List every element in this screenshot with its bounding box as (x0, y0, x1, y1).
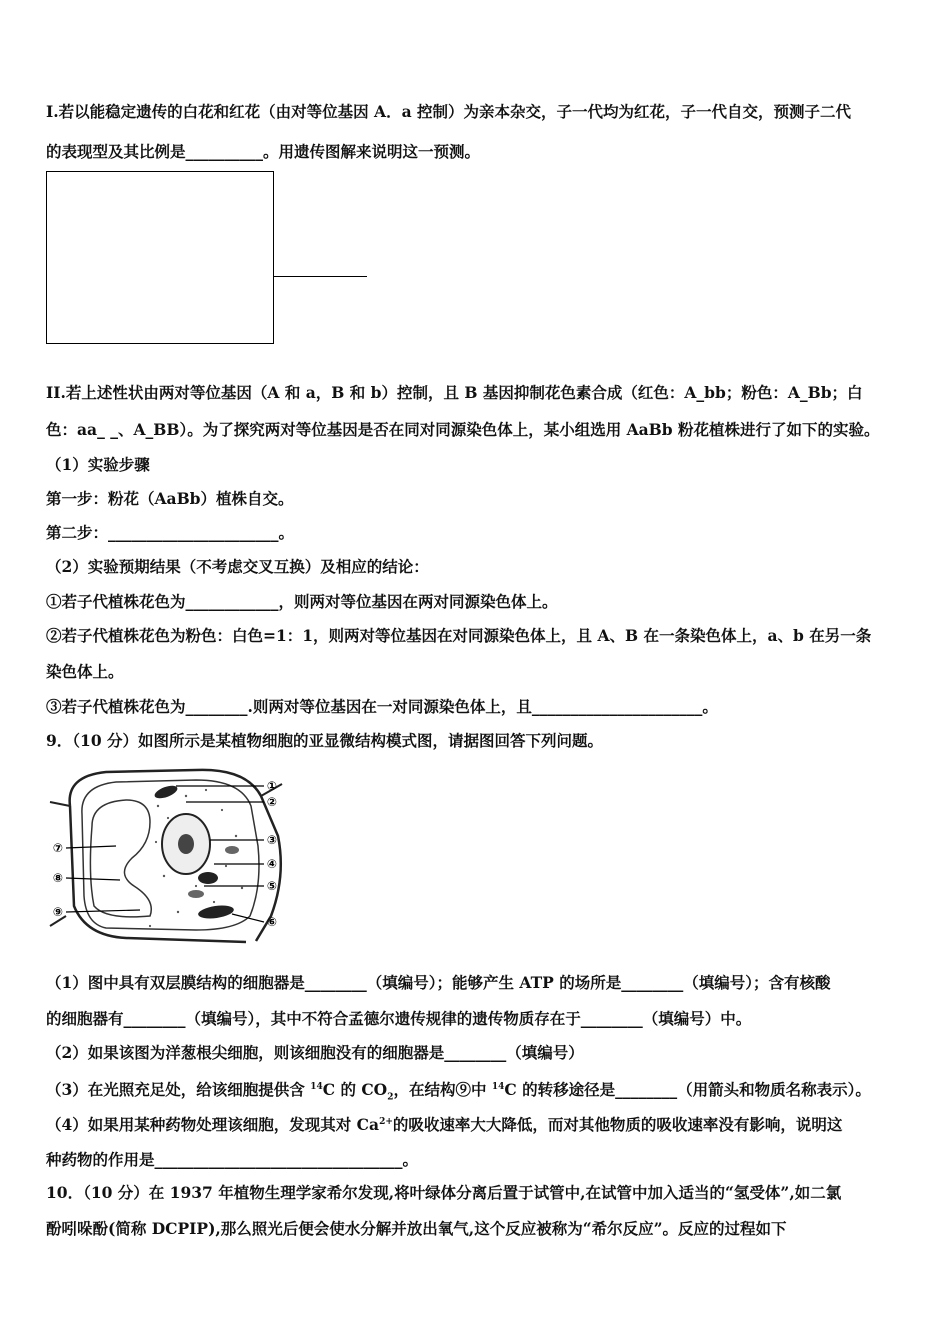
marker-8: ⑧ (52, 871, 64, 885)
marker-9: ⑨ (52, 905, 64, 919)
part-ii-step1: 第一步：粉花（AaBb）植株自交。 (46, 489, 294, 508)
q9-sub4b: 种药物的作用是________________________________。 (46, 1150, 419, 1169)
q9-sub4a: （4）如果用某种药物处理该细胞，发现其对 $Ca^{2+}$的吸收速率大大降低，而对其他物质的吸收速率没有影响，说明这 (46, 1115, 843, 1135)
q9-sub3: （3）在光照充足处，给该细胞提供含 $^{14}$C 的 $CO_2$，在结构⑨中 $^{14}$C 的转移途径是________（用箭头和物质名称表示）。 (46, 1080, 871, 1103)
part-ii-step2: 第二步：______________________。 (46, 523, 295, 542)
part-i-line1: I.若以能稳定遗传的白花和红花（由对等位基因 A．a 控制）为亲本杂交，子一代均为红花，子一代自交，预测子二代 (46, 102, 852, 121)
genetic-diagram-answer-box[interactable] (46, 171, 274, 344)
q9-sub1b: 的细胞器有________（填编号），其中不符合孟德尔遗传规律的遗传物质存在于________（填编号）中。 (46, 1009, 752, 1028)
marker-6: ⑥ (266, 915, 278, 929)
marker-2: ② (266, 795, 278, 809)
plant-cell-diagram (46, 766, 286, 946)
q10-line1: 10．（10 分）在 1937 年植物生理学家希尔发现,将叶绿体分离后置于试管中,在试管中加入适当的“氢受体”,如二氯 (46, 1183, 842, 1202)
part-ii-result2a: ②若子代植株花色为粉色：白色=1：1，则两对等位基因在对同源染色体上，且 A、B 在一条染色体上，a、b 在另一条 (46, 626, 872, 645)
marker-3: ③ (266, 833, 278, 847)
marker-1: ① (266, 779, 278, 793)
part-i-line2: 的表现型及其比例是__________。用遗传图解来说明这一预测。 (46, 142, 481, 161)
answer-underline (274, 276, 367, 277)
q9-sub1a: （1）图中具有双层膜结构的细胞器是________（填编号）；能够产生 ATP 的场所是________（填编号）；含有核酸 (46, 973, 831, 992)
part-ii-line2: 色：aa_ _、A_BB）。为了探究两对等位基因是否在同对同源染色体上，某小组选用 AaBb 粉花植株进行了如下的实验。 (46, 420, 880, 439)
part-ii-result3: ③若子代植株花色为________.则两对等位基因在一对同源染色体上，且______________________。 (46, 697, 718, 716)
marker-4: ④ (266, 857, 278, 871)
q9-title: 9．（10 分）如图所示是某植物细胞的亚显微结构模式图，请据图回答下列问题。 (46, 731, 604, 750)
marker-7: ⑦ (52, 841, 64, 855)
part-ii-line1: II.若上述性状由两对等位基因（A 和 a，B 和 b）控制，且 B 基因抑制花色素合成（红色：A_bb；粉色：A_Bb；白 (46, 383, 863, 402)
part-ii-section1: （1）实验步骤 (46, 455, 150, 474)
q9-sub2: （2）如果该图为洋葱根尖细胞，则该细胞没有的细胞器是________（填编号） (46, 1043, 584, 1062)
part-ii-section2: （2）实验预期结果（不考虑交叉互换）及相应的结论： (46, 557, 429, 576)
part-ii-result1: ①若子代植株花色为____________，则两对等位基因在两对同源染色体上。 (46, 592, 558, 611)
marker-5: ⑤ (266, 879, 278, 893)
q10-line2: 酚吲哚酚(简称 DCPIP),那么照光后便会使水分解并放出氧气,这个反应被称为“希尔反应”。反应的过程如下 (46, 1219, 787, 1238)
part-ii-result2b: 染色体上。 (46, 662, 124, 681)
